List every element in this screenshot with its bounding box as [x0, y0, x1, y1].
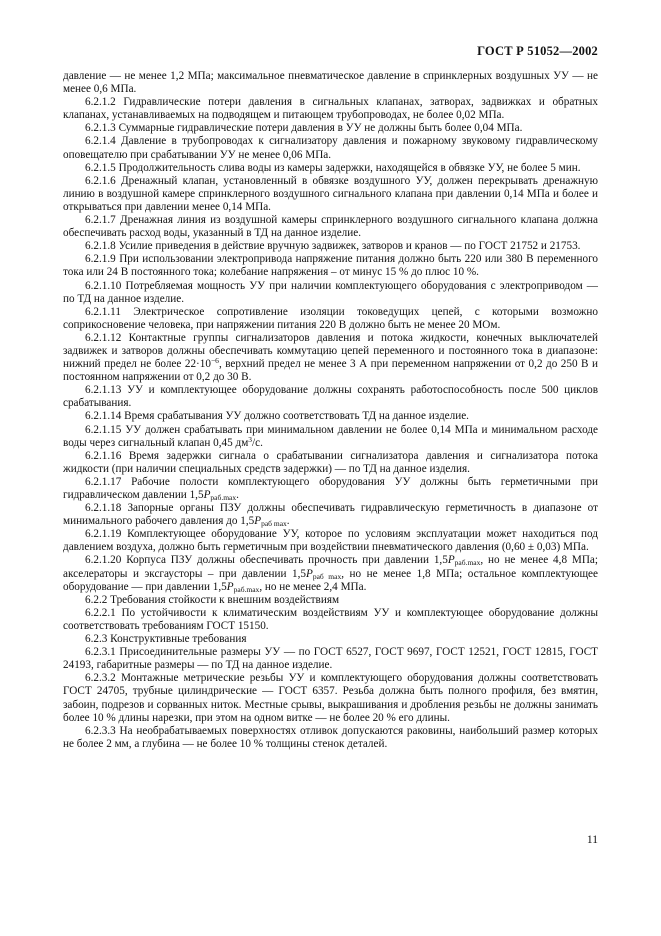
paragraph — [63, 554, 598, 593]
paragraph: 6.2.1.11 Электрическое сопротивление изоляции токоведущих цепей, с которыми возможно соприкосновение человека, при напряжении питания 220 В должно быть не менее 20 МОм. — [63, 305, 598, 331]
subscript: раб.max — [210, 493, 237, 502]
paragraph — [63, 424, 598, 450]
text-run: 6.2.1.18 Запорные органы ПЗУ должны обеспечивать гидравлическую герметичность в диапазоне от минимального рабочего давления до 1,5 — [63, 502, 598, 528]
subscript: раб.max — [454, 558, 481, 568]
superscript: −6 — [210, 356, 219, 366]
text-run: /с. — [252, 436, 263, 449]
text-run: , но не менее 4,8 МПа; акселераторы и эксгаусторы – при давлении 1,5 — [63, 554, 598, 580]
paragraph: 6.2.1.8 Усилие приведения в действие вручную задвижек, затворов и кранов — по ГОСТ 21752 и 21753. — [85, 240, 581, 253]
paragraph: 6.2.1.7 Дренажная линия из воздушной камеры спринклерного воздушного сигнального клапана должна обеспечивать расход воды, указанный в ТД на данное изделие. — [63, 214, 598, 240]
text-run: . — [236, 489, 239, 501]
paragraph: 6.2.3.2 Монтажные метрические резьбы УУ и комплектующего оборудования должны соответствовать ГОСТ 24705, трубные цилиндрические — ГОСТ 6357. Резьба должна быть полного профиля, без вмятин, забоин, подрезов и сорванных ниток. Местные срывы, выкрашивания и дробления резьбы не должны занимать более 10 % длины нарезки, при этом на одном витке — не более 20 % его длины. — [63, 672, 598, 724]
paragraph — [63, 502, 598, 528]
subscript: раб.max — [233, 584, 260, 594]
formula-symbol: P — [254, 515, 262, 528]
text-run: 6.2.1.15 УУ должен срабатывать при минимальном давлении не более 0,14 МПа и минимальном расходе воды через сигнальный клапан 0,45 дм — [63, 423, 598, 449]
paragraph: 6.2.3.3 На необрабатываемых поверхностях отливок допускаются раковины, наибольший размер которых не более 2 мм, а глубина — не более 10 % толщины стенок деталей. — [63, 724, 598, 750]
paragraph: 6.2.1.6 Дренажный клапан, установленный в обвязке воздушного УУ, должен перекрывать дренажную линию в воздушной камере спринклерного воздушного сигнального клапана при давлении 0,14 МПа и более и открываться при давлении менее 0,14 МПа. — [63, 174, 598, 213]
paragraph — [63, 476, 598, 502]
page-number: 11 — [586, 834, 598, 846]
formula-symbol: P — [226, 580, 234, 593]
subscript: раб max — [261, 519, 287, 529]
paragraph: 6.2.1.4 Давление в трубопроводах к сигнализатору давления и пожарному звуковому гидравлическому оповещателю при срабатывании УУ не менее 0,06 МПа. — [63, 135, 598, 161]
text-run: 6.2.1.12 Контактные группы сигнализаторов давления и потока жидкости, конечных выключателей задвижек и затворов должны обеспечивать коммутацию цепей переменного и постоянного тока в диапазоне: нижний предел не более 22·10 — [63, 331, 598, 371]
formula-symbol: P — [305, 567, 313, 580]
paragraph: 6.2.1.2 Гидравлические потери давления в сигнальных клапанах, затворах, задвижках и обратных клапанах, устанавливаемых на подводящем и питающем трубопроводах, не более 0,02 МПа. — [63, 96, 598, 122]
text-run: 6.2.1.17 Рабочие полости комплектующего оборудования УУ должны быть герметичными при гидравлическом давлении 1,5 — [63, 475, 598, 501]
paragraph: 6.2.1.14 Время срабатывания УУ должно соответствовать ТД на данное изделие. — [85, 410, 469, 423]
text-run: , но не менее 2,4 МПа. — [259, 580, 367, 593]
paragraph: 6.2.3.1 Присоединительные размеры УУ — по ГОСТ 6527, ГОСТ 9697, ГОСТ 12521, ГОСТ 12815, ГОСТ 24193, габаритные размеры — по ТД на данное изделие. — [63, 646, 598, 672]
paragraph: 6.2.1.3 Суммарные гидравлические потери давления в УУ не должны быть более 0,04 МПа. — [85, 122, 523, 135]
section-heading: 6.2.2 Требования стойкости к внешним воздействиям — [85, 593, 340, 606]
paragraph: 6.2.1.10 Потребляемая мощность УУ при наличии комплектующего оборудования с электроприводом — по ТД на данное изделие. — [63, 279, 598, 305]
text-run: 6.2.1.20 Корпуса ПЗУ должны обеспечивать прочность при давлении 1,5 — [85, 554, 448, 567]
paragraph: 6.2.1.19 Комплектующее оборудование УУ, которое по условиям эксплуатации может находиться под давлением воздуха, должно быть герметичным при воздействии пневматического давления (0,60 ± 0,03) МПа. — [63, 528, 598, 554]
subscript: раб max — [312, 571, 342, 581]
paragraph — [63, 332, 598, 384]
document-body — [63, 70, 598, 751]
paragraph: 6.2.1.13 УУ и комплектующее оборудование должны сохранять работоспособность после 500 циклов срабатывания. — [63, 384, 598, 410]
paragraph: 6.2.1.16 Время задержки сигнала о срабатывании сигнализатора давления и сигнализатора потока жидкости (при наличии специальных средств задержки) — по ТД на данное изделия. — [63, 449, 598, 475]
section-heading: 6.2.3 Конструктивные требования — [85, 633, 247, 646]
formula-symbol: P — [447, 554, 455, 567]
paragraph: 6.2.1.5 Продолжительность слива воды из камеры задержки, находящейся в обвязке УУ, не более 5 мин. — [85, 161, 581, 174]
paragraph: давление — не менее 1,2 МПа; максимальное пневматическое давление в спринклерных воздушных УУ — не менее 0,6 МПа. — [63, 70, 598, 96]
text-run: , верхний предел не менее 3 А при переменном напряжении от 0,2 до 250 В и постоянном напряжении от 0,2 до 30 В. — [63, 358, 598, 384]
paragraph: 6.2.2.1 По устойчивости к климатическим воздействиям УУ и комплектующее оборудование должны соответствовать требованиям ГОСТ 15150. — [63, 606, 598, 632]
paragraph: 6.2.1.9 При использовании электропривода напряжение питания должно быть 220 или 380 В переменного тока или 24 В постоянного тока; колебание напряжения – от минус 15 % до плюс 10 %. — [63, 253, 598, 279]
text-run: , но не менее 1,8 МПа; остальное комплектующее оборудование — при давлении 1,5 — [63, 567, 598, 593]
text-run: . — [286, 515, 290, 528]
formula-symbol: P — [203, 489, 211, 501]
superscript: 3 — [248, 434, 253, 444]
document-header: ГОСТ Р 51052—2002 — [477, 44, 598, 58]
